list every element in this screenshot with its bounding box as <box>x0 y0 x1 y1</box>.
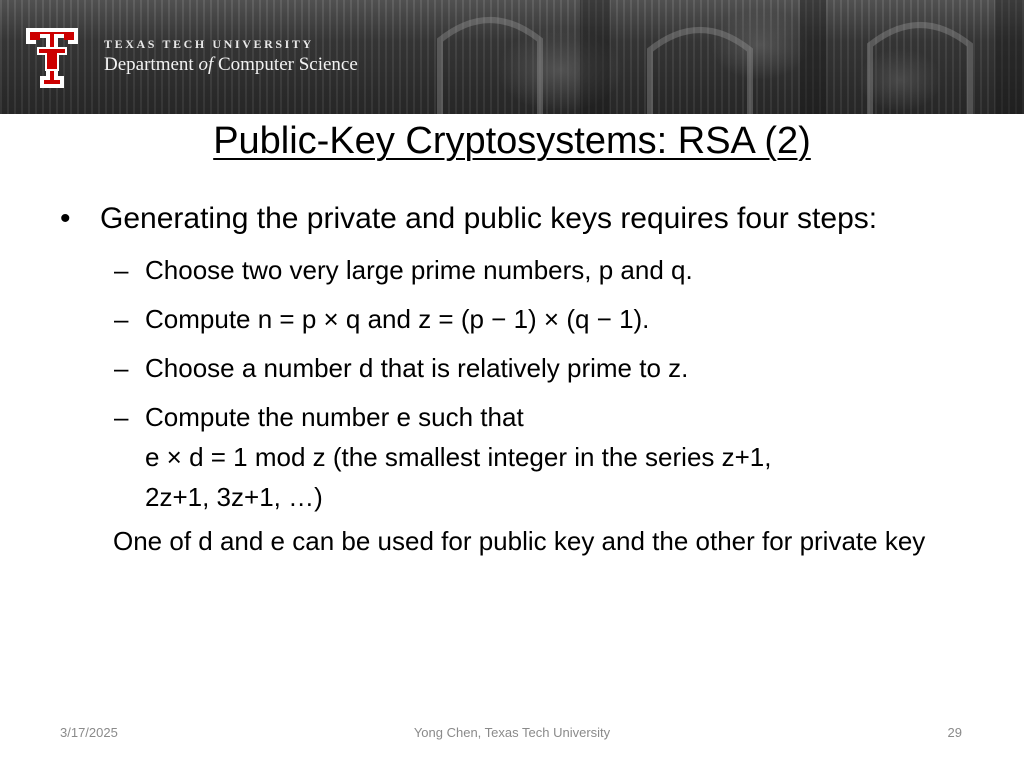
step-item <box>60 250 960 290</box>
footer-author: Yong Chen, Texas Tech University <box>413 725 611 740</box>
department-branding <box>104 37 358 76</box>
department-prefix: Department <box>104 54 194 75</box>
department-name <box>104 54 358 76</box>
step-item <box>60 299 960 339</box>
step-item <box>60 348 960 388</box>
slide-body <box>60 196 960 561</box>
slide-title: Public-Key Cryptosystems: RSA (2) <box>213 120 811 162</box>
step-item <box>60 397 960 517</box>
department-of: of <box>198 54 214 75</box>
bullet-item <box>60 196 960 242</box>
bullet-text: Generating the private and public keys requires four steps: <box>100 202 878 235</box>
page-number: 29 <box>947 725 962 740</box>
step-text: Choose a number d that is relatively prime to z. <box>145 353 689 383</box>
texas-tech-logo <box>24 26 80 90</box>
step-text: Choose two very large prime numbers, p and q. <box>145 255 693 285</box>
step-text: Compute n = p × q and z = (p − 1) × (q − 1). <box>145 304 650 334</box>
department-subject: Computer Science <box>217 54 358 75</box>
step-text-line2: e × d = 1 mod z (the smallest integer in the series z+1, <box>145 442 772 472</box>
university-name: TEXAS TECH UNIVERSITY <box>104 37 314 51</box>
dash-icon: – <box>114 255 129 285</box>
footer-date: 3/17/2025 <box>60 725 118 740</box>
step-text: Compute the number e such that <box>145 402 524 432</box>
architecture-background <box>400 0 1024 114</box>
dash-icon: – <box>114 402 129 432</box>
dash-icon: – <box>114 353 129 383</box>
step-text-line3: 2z+1, 3z+1, …) <box>145 482 323 512</box>
dash-icon: – <box>114 304 129 334</box>
note-text: One of d and e can be used for public key and the other for private key <box>113 526 926 556</box>
header-banner <box>0 0 1024 114</box>
bullet-icon: • <box>60 202 71 235</box>
